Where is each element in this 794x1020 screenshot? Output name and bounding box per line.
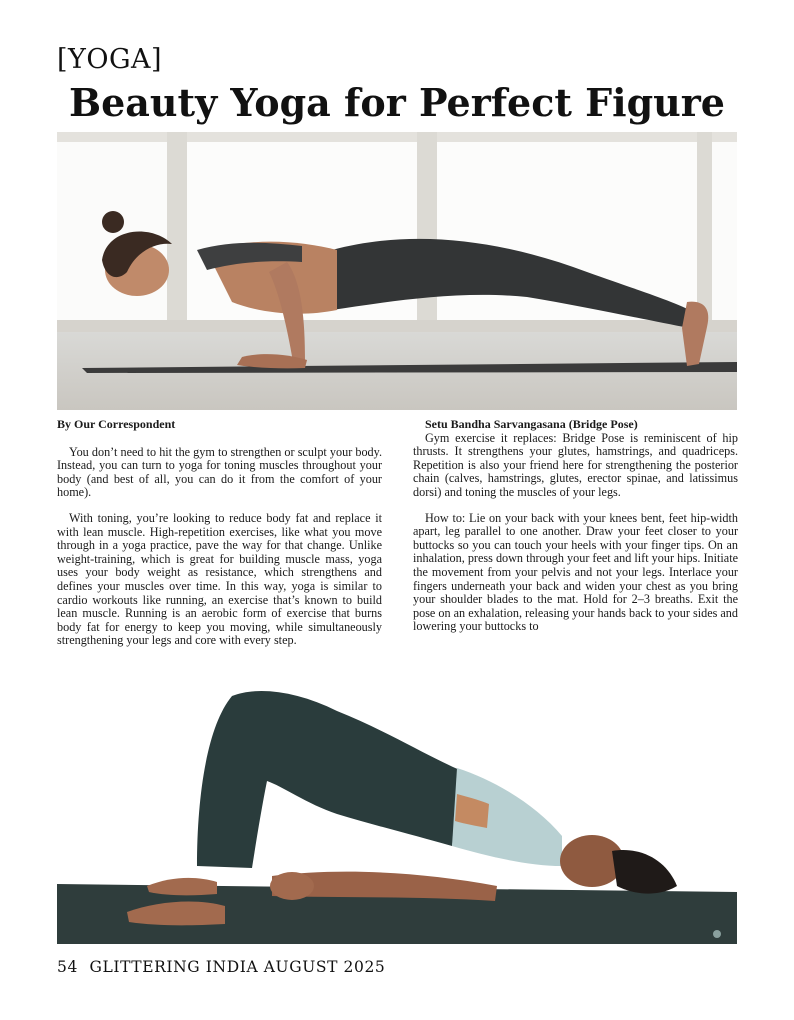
paragraph: You don’t need to hit the gym to strengthen or sculpt your body. Instead, you can turn to yoga for toning muscles throughout your body (and best of all, you can do it from the comfort of your home). — [57, 444, 382, 500]
bridge-pose-photo — [57, 686, 737, 946]
section-tag: [YOGA] — [57, 44, 163, 75]
pose-subheading: Setu Bandha Sarvangasana (Bridge Pose) — [425, 417, 638, 431]
publication-name: GLITTERING INDIA AUGUST 2025 — [89, 958, 386, 976]
left-column — [57, 418, 382, 660]
article-headline: Beauty Yoga for Perfect Figure — [69, 80, 725, 125]
paragraph: How to: Lie on your back with your knees bent, feet hip-width apart, leg parallel to one another. Draw your feet closer to your buttocks so you can touch your heels with your finger tips. On an inhalation, press down through your feet and lift your hips. Initiate the movement from your pelvis and not your legs. Interlace your fingers underneath your back and widen your chest as you bring your shoulder blades to the mat. Hold for 2–3 breaths. Exit the pose on an exhalation, releasing your hands back to your sides and lowering your buttocks to — [413, 510, 738, 634]
paragraph: Gym exercise it replaces: Bridge Pose is reminiscent of hip thrusts. It strengthens your glutes, hamstrings, and quadriceps. Repetition is also your friend here for strengthening the posterior chain (calves, hamstrings, glutes, erector spinae, and latissimus dorsi) and toning the muscles of your legs. — [413, 430, 738, 499]
byline: By Our Correspondent — [57, 417, 176, 431]
right-column — [413, 418, 738, 646]
page-footer — [57, 958, 385, 976]
plank-pose-photo — [57, 132, 737, 410]
paragraph: With toning, you’re looking to reduce body fat and replace it with lean muscle. High-repetition exercises, like what you move through in a yoga practice, pave the way for that change. Unlike weight-training, which is great for building muscle mass, yoga uses your body weight as resistance, which strengthens and defines your muscles over time. In this way, yoga is similar to cardio workouts like running, an exercise that’s known to build lean muscle. Running is an aerobic form of exercise that burns body fat for energy to keep you moving, while simultaneously strengthening your legs and core with every step. — [57, 510, 382, 648]
page-number: 54 — [57, 958, 78, 976]
